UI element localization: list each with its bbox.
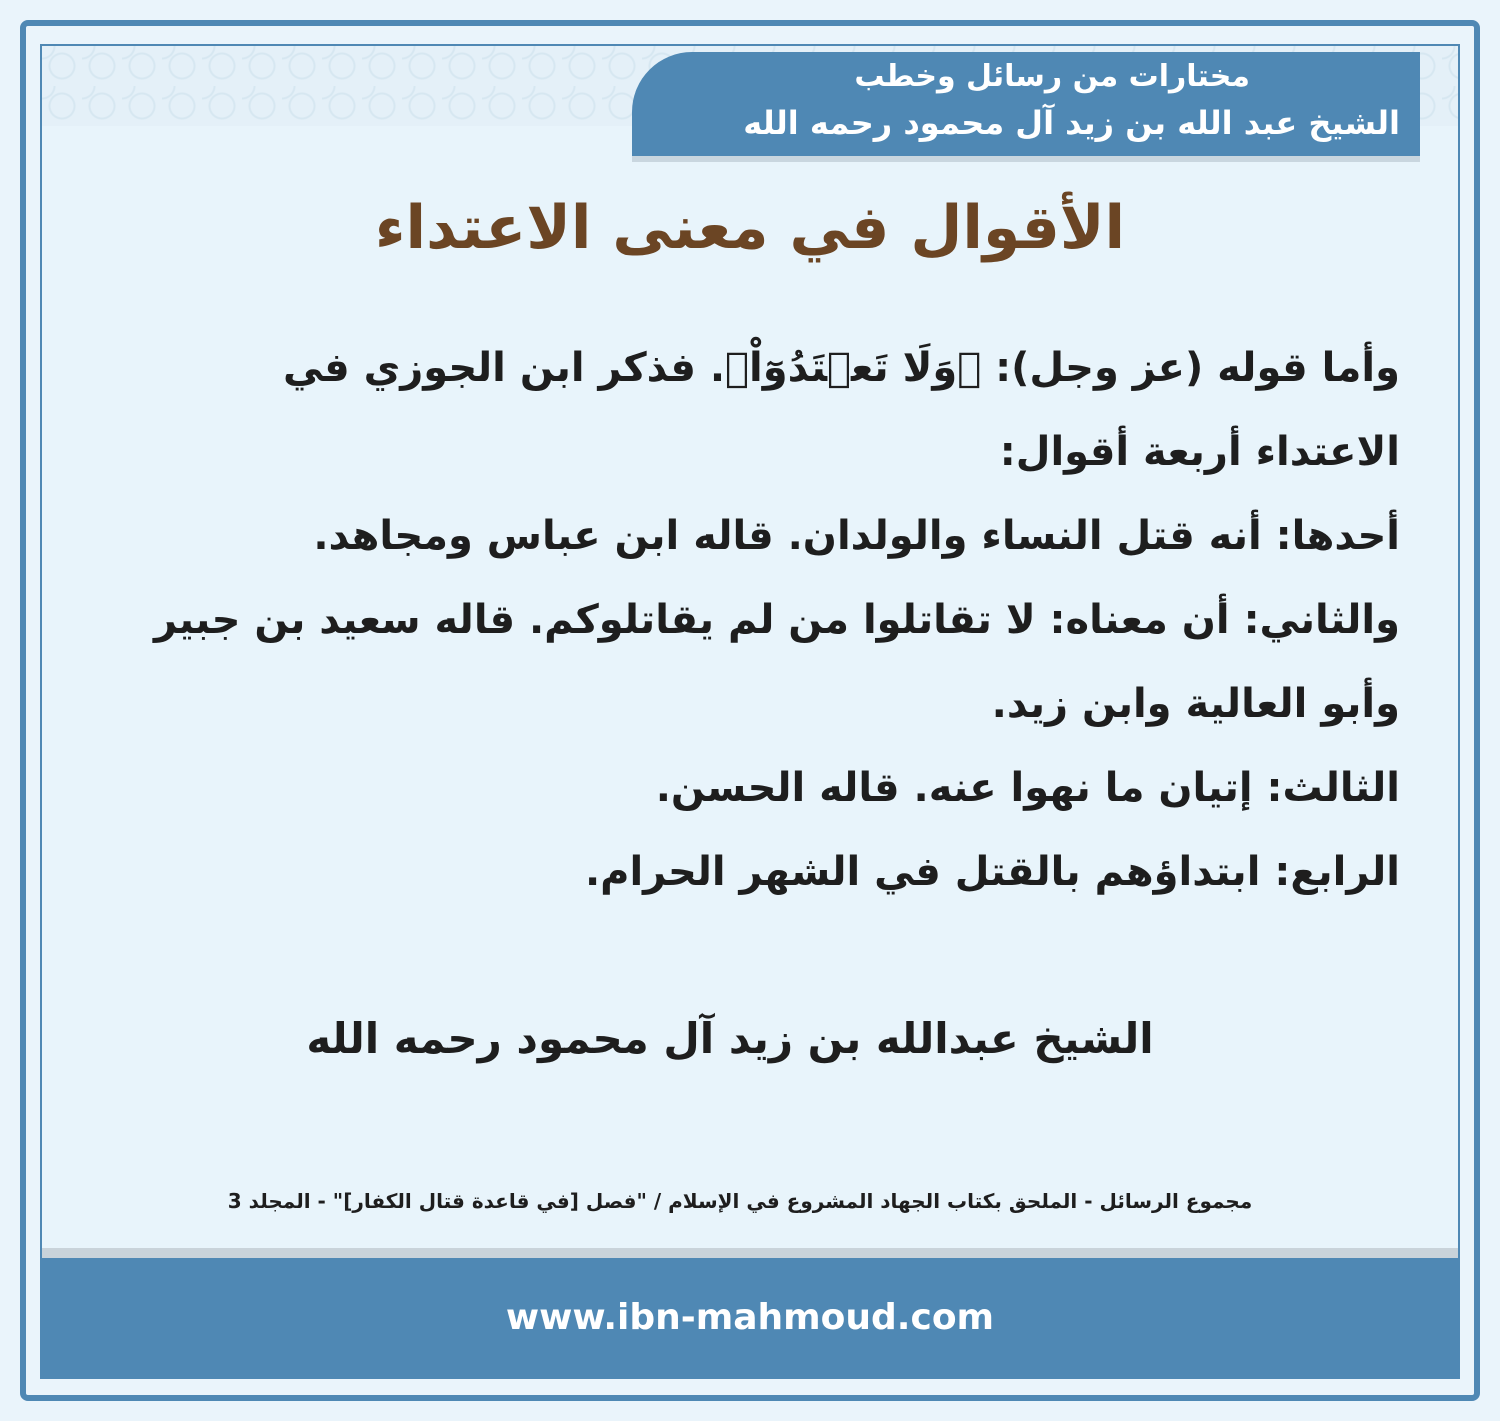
paragraph-fourth-saying: الرابع: ابتداؤهم بالقتل في الشهر الحرام. [584,849,1400,895]
source-citation: مجموع الرسائل - الملحق بكتاب الجهاد المشروع في الإسلام / "فصل [في قاعدة قتال الكفار]" - المجلد 3 [227,1189,1253,1213]
paragraph-first-saying: أحدها: أنه قتل النساء والولدان. قاله ابن عباس ومجاهد. [313,513,1400,559]
page-title: الأقوال في معنى الاعتداء [374,193,1126,263]
article-body [150,326,1400,914]
author-signature: الشيخ عبدالله بن زيد آل محمود رحمه الله [306,1014,1154,1063]
header-banner [632,52,1420,156]
paragraph-second-saying: والثاني: أن معناه: لا تقاتلوا من لم يقاتلوكم. قاله سعيد بن جبير وأبو العالية وابن زيد. [154,597,1400,727]
footer-bar [42,1258,1458,1377]
paragraph-third-saying: الثالث: إتيان ما نهوا عنه. قاله الحسن. [655,765,1400,811]
website-link[interactable]: www.ibn-mahmoud.com [505,1297,995,1338]
paragraph-intro: وأما قوله (عز وجل): ﴿وَلَا تَعۡتَدُوٓاْ﴾. فذكر ابن الجوزي في الاعتداء أربعة أقوال: [282,345,1400,475]
header-author: الشيخ عبد الله بن زيد آل محمود رحمه الله [743,104,1400,142]
header-series-title: مختارات من رسائل وخطب [854,59,1250,94]
